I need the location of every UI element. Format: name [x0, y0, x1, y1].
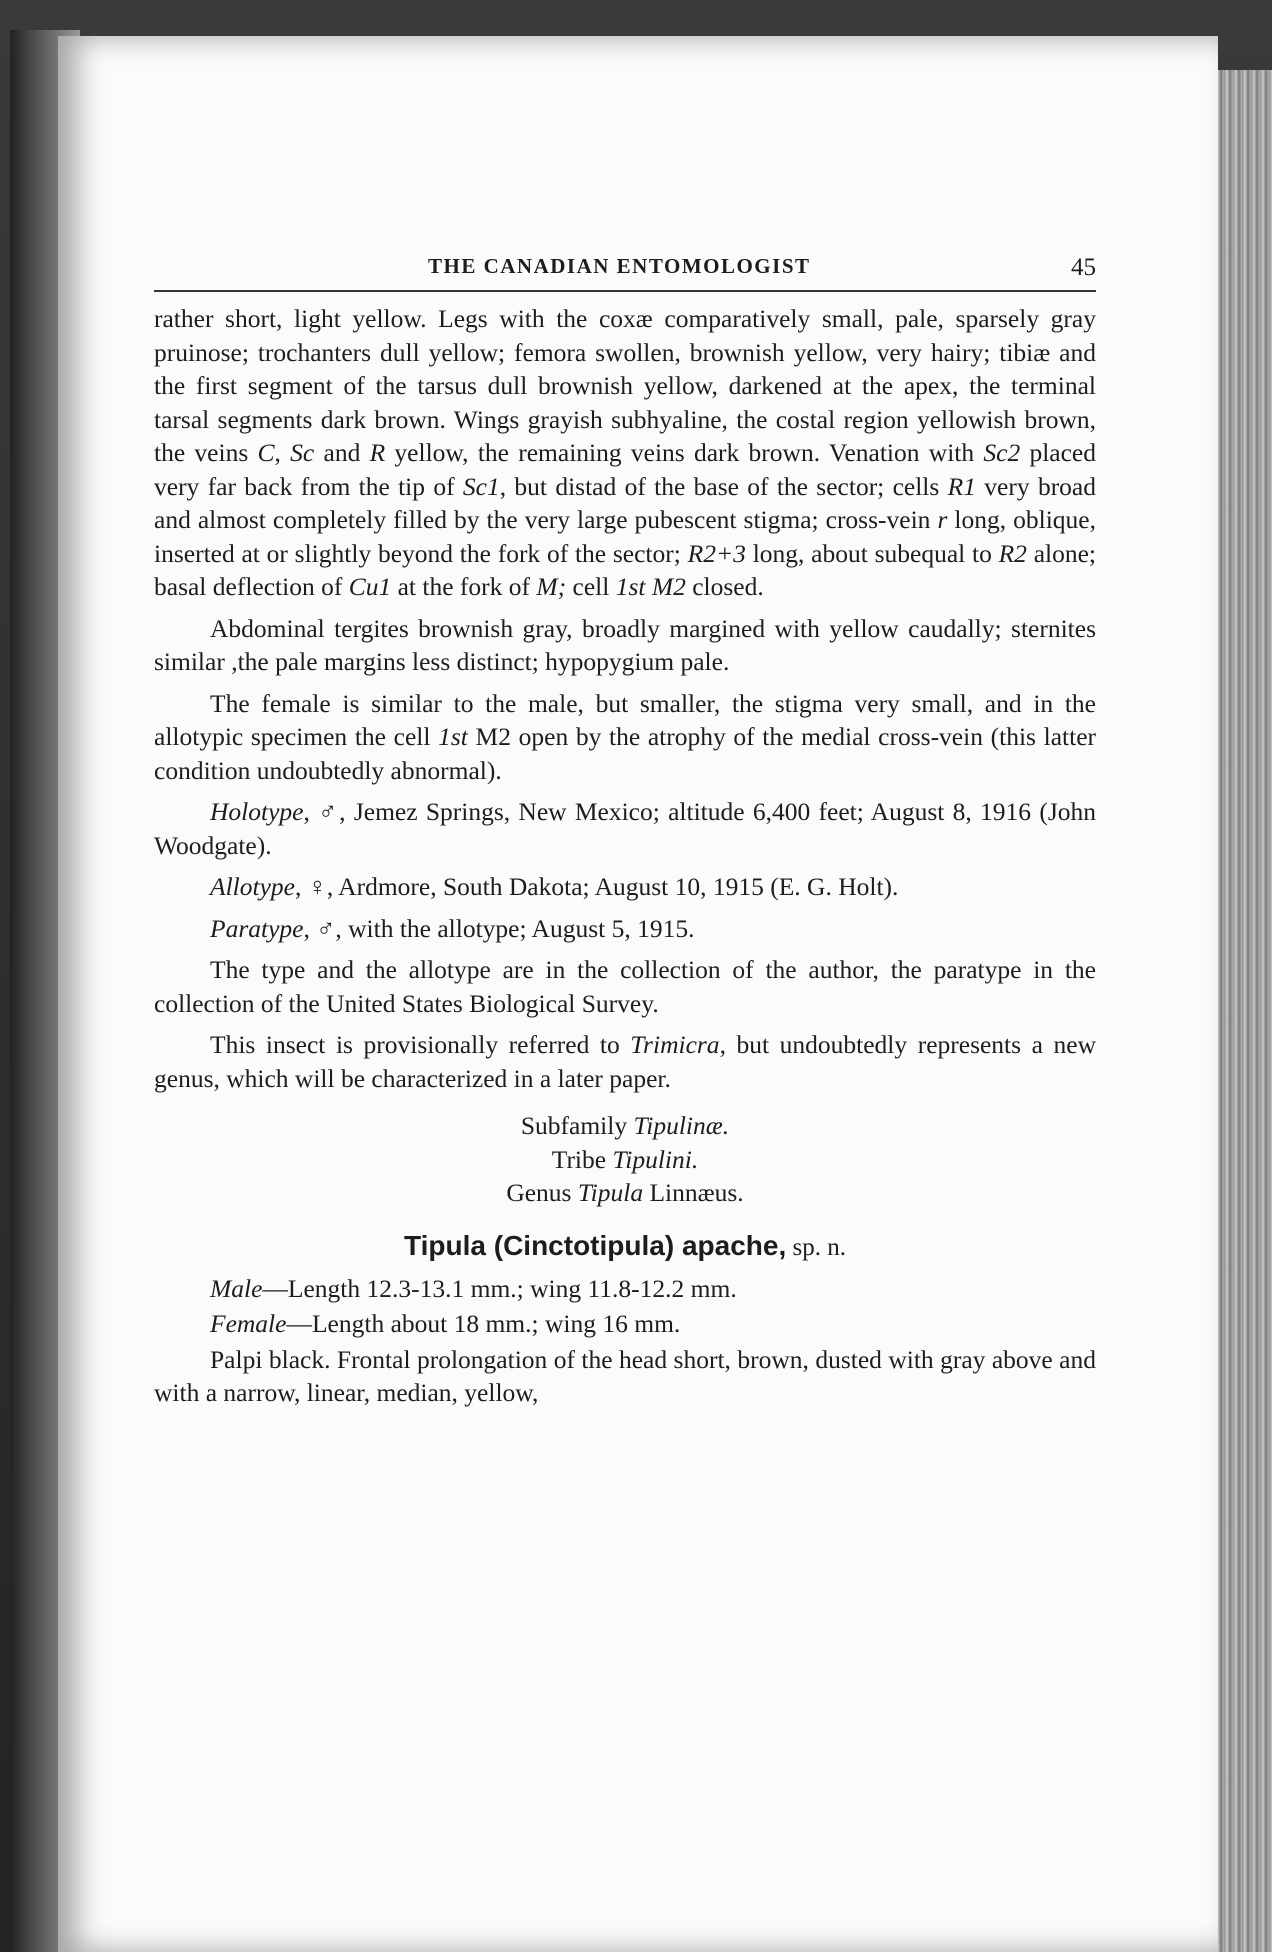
- paratype-entry: Paratype, ♂, with the allotype; August 5, 1915.: [210, 913, 695, 943]
- paragraph-abdomen: Abdominal tergites brownish gray, broadly margined with yellow caudally; sternites similar ,the pale margins less distinct; hypopygium pale.: [154, 613, 1096, 676]
- subfamily-line: Subfamily Tipulinæ.: [520, 1111, 730, 1140]
- genus-line: Genus Tipula Linnæus.: [506, 1178, 744, 1207]
- allotype-entry: Allotype, ♀, Ardmore, South Dakota; August 10, 1915 (E. G. Holt).: [210, 872, 899, 901]
- page-content: [154, 244, 1096, 1410]
- journal-title: THE CANADIAN ENTOMOLOGIST: [428, 254, 811, 278]
- paragraph-legs-wings: rather short, light yellow. Legs with the coxæ comparatively small, pale, sparsely gray pruinose; trochanters dull yellow; femora swollen, brownish yellow, very hairy; tibiæ and the first segment of the tarsus dull brownish yellow, darkened at the apex, the terminal tarsal segments dark brown. Wings grayish subhyaline, the costal region yellowish brown, the veins C, Sc and R yellow, the remaining veins dark brown. Venation with Sc2 placed very far back from the tip of Sc1, but distad of the base of the sector; cells R1 very broad and almost completely filled by the very large pubescent stigma; cross-vein r long, oblique, inserted at or slightly beyond the fork of the sector; R2+3 long, about subequal to R2 alone; basal deflection of Cu1 at the fork of M; cell 1st M2 closed.: [154, 304, 1097, 601]
- paragraph-remark: This insect is provisionally referred to Trimicra, but undoubtedly represents a new genus, which will be characterized in a later paper.: [154, 1030, 1096, 1093]
- page-number: 45: [1071, 254, 1096, 281]
- female-measurements: Female—Length about 18 mm.; wing 16 mm.: [210, 1309, 681, 1338]
- paragraph-collection: The type and the allotype are in the collection of the author, the paratype in the collection of the United States Biological Survey.: [154, 955, 1096, 1018]
- paragraph-female: The female is similar to the male, but smaller, the stigma very small, and in the allotypic specimen the cell 1st M2 open by the atrophy of the medial cross-vein (this latter condition undoubtedly abnormal).: [154, 688, 1096, 785]
- holotype-entry: Holotype, ♂, Jemez Springs, New Mexico; altitude 6,400 feet; August 8, 1916 (John Woodgate).: [154, 797, 1096, 860]
- taxonomy-heading: [154, 1109, 1096, 1210]
- body-text: [154, 302, 1096, 1095]
- male-measurements: Male—Length 12.3-13.1 mm.; wing 11.8-12.2 mm.: [210, 1273, 737, 1303]
- tribe-line: Tribe Tipulini.: [551, 1144, 699, 1174]
- paragraph-palpi: Palpi black. Frontal prolongation of the head short, brown, dusted with gray above and with a narrow, linear, median, yellow,: [154, 1344, 1096, 1407]
- book-page-edges: [1215, 70, 1272, 1952]
- species-title: Tipula (Cinctotipula) apache, sp. n.: [404, 1229, 846, 1261]
- book-page: [58, 36, 1218, 1952]
- species-description: [154, 1272, 1096, 1410]
- running-head: [154, 244, 1096, 292]
